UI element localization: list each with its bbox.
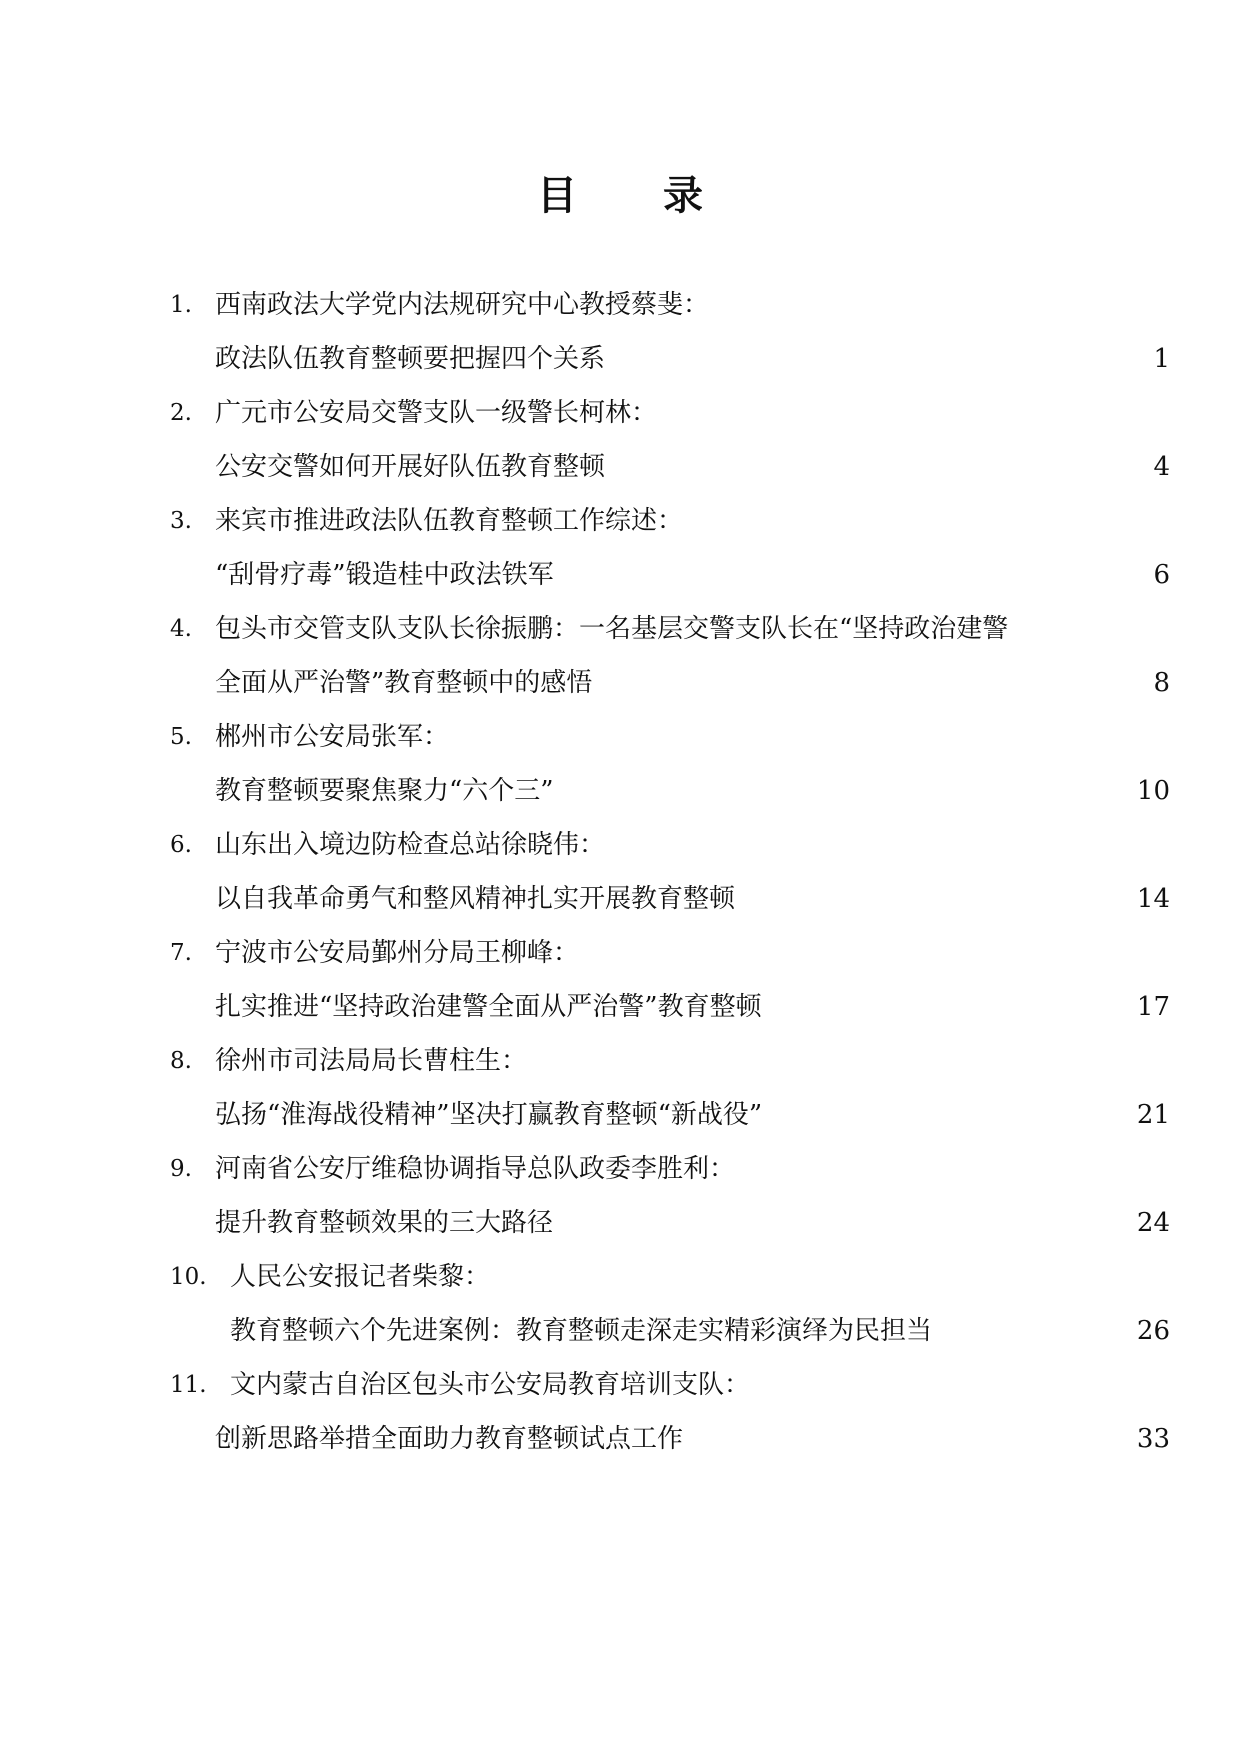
toc-entry-heading: 人民公安报记者柴黎： [230, 1262, 491, 1292]
toc-entry-subtitle: 以自我革命勇气和整风精神扎实开展教育整顿 [215, 884, 736, 914]
toc-entry-page-number: 4 [1153, 452, 1170, 482]
toc-subtitle-line [0, 332, 1240, 386]
toc-subtitle-line [0, 440, 1240, 494]
toc-entry-subtitle: 创新思路举措全面助力教育整顿试点工作 [215, 1424, 684, 1454]
toc-entry-page-number: 14 [1136, 884, 1170, 914]
toc-entry-subtitle: 弘扬“淮海战役精神”坚决打赢教育整顿“新战役” [215, 1100, 763, 1130]
toc-heading-line [0, 1250, 1240, 1304]
toc-entry-heading: 郴州市公安局张军： [215, 722, 450, 752]
toc-entry-number: 5. [170, 724, 192, 750]
toc-entry-2[interactable] [0, 386, 1240, 494]
toc-heading-line [0, 278, 1240, 332]
toc-entry-number: 6. [170, 832, 192, 858]
toc-heading-line [0, 818, 1240, 872]
toc-entry-heading: 西南政法大学党内法规研究中心教授蔡斐： [215, 290, 710, 320]
page-title: 目 录 [537, 173, 739, 219]
toc-entry-subtitle: 公安交警如何开展好队伍教育整顿 [215, 452, 606, 482]
toc-entry-10[interactable] [0, 1250, 1240, 1358]
toc-entry-number: 7. [170, 940, 192, 966]
toc-entry-subtitle: 扎实推进“坚持政治建警全面从严治警”教育整顿 [215, 992, 762, 1022]
toc-entry-3[interactable] [0, 494, 1240, 602]
toc-heading-line [0, 710, 1240, 764]
toc-heading-line [0, 1358, 1240, 1412]
toc-entry-9[interactable] [0, 1142, 1240, 1250]
toc-entry-number: 11. [170, 1372, 207, 1398]
toc-entry-page-number: 17 [1136, 992, 1170, 1022]
toc-entry-number: 4. [170, 616, 192, 642]
toc-entry-heading: 来宾市推进政法队伍教育整顿工作综述： [215, 506, 684, 536]
toc-entry-number: 10. [170, 1264, 207, 1290]
toc-entry-heading: 山东出入境边防检查总站徐晓伟： [215, 830, 606, 860]
toc-subtitle-line [0, 548, 1240, 602]
toc-subtitle-line [0, 872, 1240, 926]
toc-entry-page-number: 6 [1153, 560, 1170, 590]
toc-entry-1[interactable] [0, 278, 1240, 386]
toc-subtitle-line [0, 1196, 1240, 1250]
toc-entry-heading: 河南省公安厅维稳协调指导总队政委李胜利： [215, 1154, 736, 1184]
toc-entry-4[interactable] [0, 602, 1240, 710]
toc-entry-page-number: 26 [1136, 1316, 1170, 1346]
toc-entry-subtitle: 政法队伍教育整顿要把握四个关系 [215, 344, 606, 374]
table-of-contents [0, 278, 1240, 1466]
toc-entry-number: 9. [170, 1156, 192, 1182]
toc-entry-number: 1. [170, 292, 192, 318]
toc-entry-page-number: 21 [1136, 1100, 1170, 1130]
toc-entry-heading: 文内蒙古自治区包头市公安局教育培训支队： [230, 1370, 751, 1400]
toc-entry-subtitle: “刮骨疗毒”锻造桂中政法铁军 [215, 560, 554, 590]
toc-subtitle-line [0, 980, 1240, 1034]
toc-entry-subtitle: 教育整顿六个先进案例：教育整顿走深走实精彩演绎为民担当 [230, 1316, 933, 1346]
toc-subtitle-line [0, 764, 1240, 818]
toc-entry-heading: 包头市交管支队支队长徐振鹏：一名基层交警支队长在“坚持政治建警 [215, 614, 1009, 644]
toc-entry-number: 3. [170, 508, 192, 534]
toc-entry-subtitle: 全面从严治警”教育整顿中的感悟 [215, 668, 593, 698]
toc-entry-page-number: 8 [1153, 668, 1170, 698]
toc-heading-line [0, 1142, 1240, 1196]
toc-entry-6[interactable] [0, 818, 1240, 926]
toc-entry-11[interactable] [0, 1358, 1240, 1466]
toc-entry-7[interactable] [0, 926, 1240, 1034]
toc-entry-number: 2. [170, 400, 192, 426]
toc-entry-page-number: 1 [1153, 344, 1170, 374]
toc-heading-line [0, 386, 1240, 440]
toc-entry-5[interactable] [0, 710, 1240, 818]
toc-entry-number: 8. [170, 1048, 192, 1074]
toc-subtitle-line [0, 1304, 1240, 1358]
toc-entry-subtitle: 教育整顿要聚焦聚力“六个三” [215, 776, 554, 806]
toc-heading-line [0, 494, 1240, 548]
toc-entry-heading: 宁波市公安局鄞州分局王柳峰： [215, 938, 580, 968]
toc-subtitle-line [0, 656, 1240, 710]
toc-entry-page-number: 10 [1136, 776, 1170, 806]
toc-entry-heading: 徐州市司法局局长曹柱生： [215, 1046, 528, 1076]
toc-heading-line [0, 926, 1240, 980]
toc-entry-subtitle: 提升教育整顿效果的三大路径 [215, 1208, 554, 1238]
toc-entry-page-number: 33 [1136, 1424, 1170, 1454]
toc-subtitle-line [0, 1088, 1240, 1142]
toc-entry-heading: 广元市公安局交警支队一级警长柯林： [215, 398, 658, 428]
toc-subtitle-line [0, 1412, 1240, 1466]
toc-heading-line [0, 1034, 1240, 1088]
toc-heading-line [0, 602, 1240, 656]
toc-entry-8[interactable] [0, 1034, 1240, 1142]
toc-entry-page-number: 24 [1136, 1208, 1170, 1238]
